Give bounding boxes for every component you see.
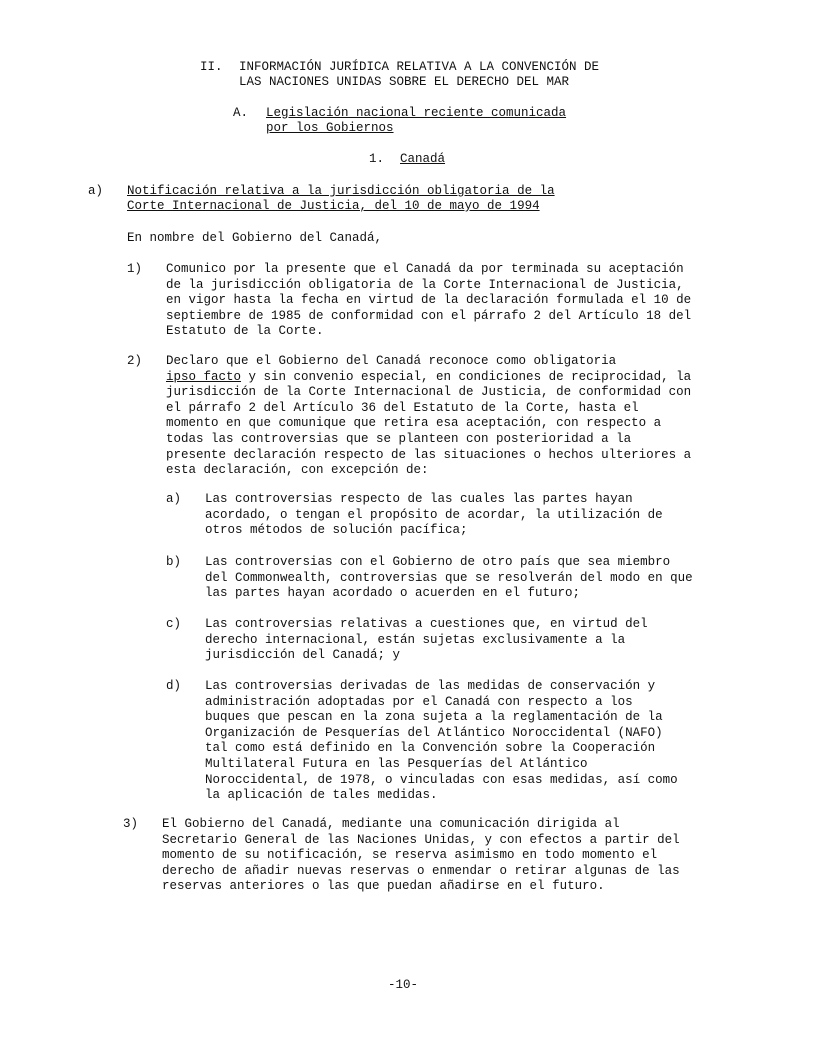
subsection-title-line2: por los Gobiernos (266, 121, 394, 135)
section-title-line1: INFORMACIÓN JURÍDICA RELATIVA A LA CONVENCIÓN DE (239, 60, 600, 74)
item-a-title-line1: Notificación relativa a la jurisdicción obligatoria de la (127, 184, 555, 198)
exception-line: Las controversias con el Gobierno de otro país que sea miembro (205, 555, 671, 569)
paragraph-line: Declaro que el Gobierno del Canadá reconoce como obligatoria (166, 354, 617, 368)
paragraph-2 (166, 354, 691, 479)
section-title-line2: LAS NACIONES UNIDAS SOBRE EL DERECHO DEL MAR (239, 75, 570, 89)
paragraph-line: esta declaración, con excepción de: (166, 463, 429, 478)
exception-line: jurisdicción del Canadá; y (205, 648, 401, 663)
exception-b-label: b) (166, 555, 182, 569)
exception-b (205, 555, 693, 602)
exception-line: acordado, o tengan el propósito de acordar, la utilización de (205, 507, 663, 522)
item-a-title-line2: Corte Internacional de Justicia, del 10 de mayo de 1994 (127, 199, 540, 213)
page-number: -10- (388, 978, 419, 992)
paragraph-3 (162, 817, 680, 895)
item-a-label: a) (88, 184, 104, 198)
paragraph-line: Comunico por la presente que el Canadá da por terminada su aceptación (166, 262, 684, 276)
exception-line: Las controversias relativas a cuestiones que, en virtud del (205, 617, 648, 631)
paragraph-2-label: 2) (127, 354, 143, 368)
exception-c-label: c) (166, 617, 182, 631)
exception-c (205, 617, 648, 664)
exception-line: del Commonwealth, controversias que se resolverán del modo en que (205, 570, 693, 585)
exception-line: derecho internacional, están sujetas exclusivamente a la (205, 632, 626, 647)
exception-line: las partes hayan acordado o acuerden en el futuro; (205, 586, 581, 601)
country-name: Canadá (400, 152, 446, 166)
paragraph-line: todas las controversias que se planteen con posterioridad a la (166, 431, 632, 446)
subsection-title-line1: Legislación nacional reciente comunicada (266, 106, 567, 120)
exception-d-label: d) (166, 679, 182, 693)
exception-line: Organización de Pesquerías del Atlántico Noroccidental (NAFO) (205, 725, 663, 740)
paragraph-line: momento de su notificación, se reserva asimismo en todo momento el (162, 848, 658, 863)
paragraph-1 (166, 262, 691, 340)
paragraph-line: septiembre de 1985 de conformidad con el párrafo 2 del Artículo 18 del (166, 308, 692, 323)
exception-line: otros métodos de solución pacífica; (205, 523, 468, 538)
paragraph-line: en vigor hasta la fecha en virtud de la declaración formulada el 10 de (166, 293, 692, 308)
exception-line: Multilateral Futura en las Pesquerías del Atlántico (205, 756, 588, 771)
subsection-letter: A. (233, 106, 249, 120)
paragraph-line: jurisdicción de la Corte Internacional de Justicia, de conformidad con (166, 385, 692, 400)
paragraph-line: derecho de añadir nuevas reservas o enmendar o retirar algunas de las (162, 863, 680, 878)
exception-line: la aplicación de tales medidas. (205, 788, 438, 803)
paragraph-line: de la jurisdicción obligatoria de la Corte Internacional de Justicia, (166, 277, 684, 292)
exception-d (205, 679, 678, 804)
paragraph-line-rest: y sin convenio especial, en condiciones de reciprocidad, la (241, 369, 692, 384)
paragraph-line: reservas anteriores o las que puedan añadirse en el futuro. (162, 879, 605, 894)
paragraph-line (166, 370, 691, 386)
country-number: 1. (369, 152, 385, 166)
ipso-facto-term: ipso facto (166, 369, 242, 384)
exception-line: Noroccidental, de 1978, o vinculadas con esas medidas, así como (205, 772, 678, 787)
paragraph-line: El Gobierno del Canadá, mediante una comunicación dirigida al (162, 817, 620, 831)
paragraph-line: momento en que comunique que retira esa aceptación, con respecto a (166, 416, 662, 431)
paragraph-line: Estatuto de la Corte. (166, 324, 324, 339)
exception-line: Las controversias respecto de las cuales las partes hayan (205, 492, 633, 506)
exception-line: administración adoptadas por el Canadá con respecto a los (205, 694, 633, 709)
paragraph-line: presente declaración respecto de las situaciones o hechos ulteriores a (166, 447, 692, 462)
paragraph-3-label: 3) (123, 817, 139, 831)
exception-line: tal como está definido en la Convención sobre la Cooperación (205, 741, 656, 756)
paragraph-1-label: 1) (127, 262, 143, 276)
intro-text: En nombre del Gobierno del Canadá, (127, 231, 383, 245)
section-number: II. (200, 60, 223, 74)
paragraph-line: el párrafo 2 del Artículo 36 del Estatuto de la Corte, hasta el (166, 400, 639, 415)
exception-a-label: a) (166, 492, 182, 506)
exception-line: Las controversias derivadas de las medidas de conservación y (205, 679, 656, 693)
exception-a (205, 492, 663, 539)
exception-line: buques que pescan en la zona sujeta a la reglamentación de la (205, 710, 663, 725)
paragraph-line: Secretario General de las Naciones Unidas, y con efectos a partir del (162, 832, 680, 847)
